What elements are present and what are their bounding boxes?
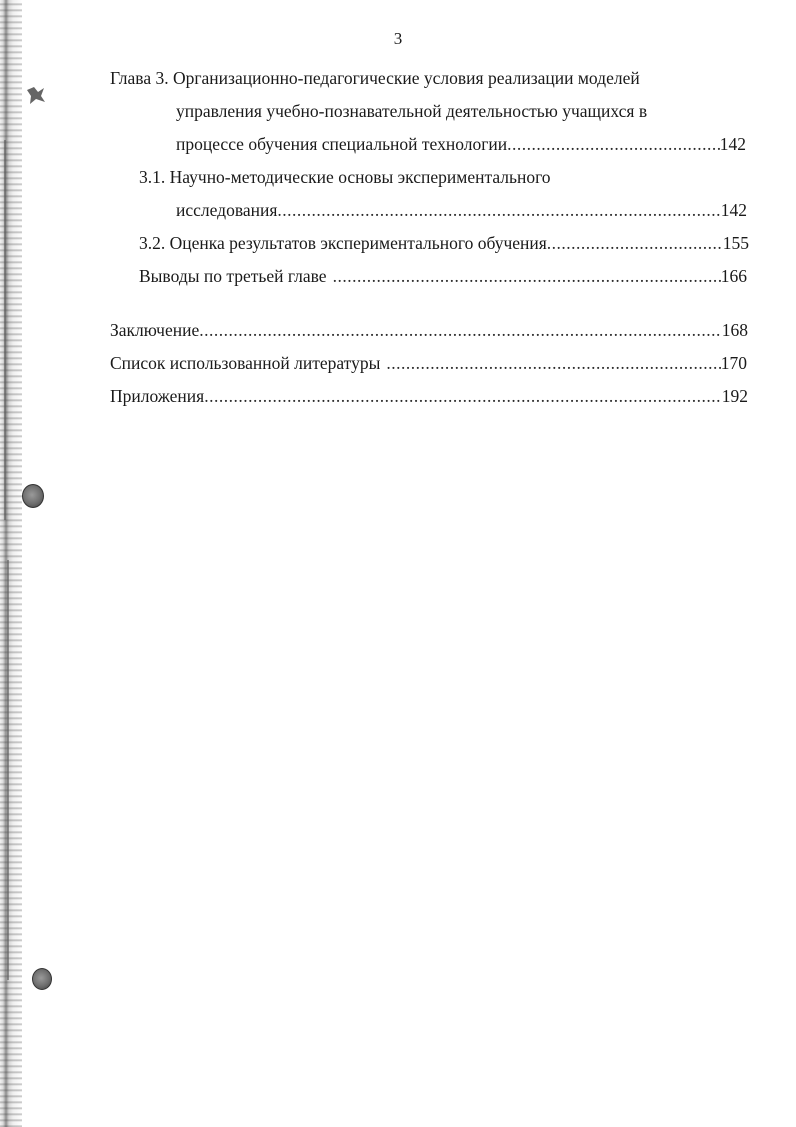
toc-conclusions3 (139, 264, 747, 288)
scan-smudge-mark (24, 84, 48, 106)
toc-conclusions3-title: Выводы по третьей главе (139, 266, 327, 286)
toc-chapter3-line2: управления учебно-познавательной деятельностью учащихся в (176, 101, 648, 121)
scan-edge-line (7, 560, 9, 980)
leader-dots (199, 318, 722, 342)
toc-references-page: 170 (720, 353, 747, 373)
leader-dots (547, 231, 723, 255)
toc-conclusions3-page: 166 (720, 266, 747, 286)
leader-dots (507, 132, 720, 156)
punch-hole-lower (32, 968, 52, 990)
leader-dots (327, 264, 721, 288)
toc-s31-page: 142 (720, 200, 747, 220)
toc-appendices-page: 192 (721, 386, 748, 406)
toc-conclusion (110, 318, 748, 342)
toc-conclusion-page: 168 (721, 320, 748, 340)
toc-s32 (139, 231, 749, 255)
toc-chapter3-page: 142 (719, 134, 746, 154)
toc-s31-line2 (176, 198, 747, 222)
toc-references (110, 351, 747, 375)
leader-dots (204, 384, 722, 408)
toc-appendices-title: Приложения (110, 386, 205, 406)
page-number: 3 (393, 29, 403, 48)
leader-dots (277, 198, 720, 222)
toc-references-title: Список использованной литературы (110, 353, 381, 373)
toc-s32-page: 155 (722, 233, 749, 253)
toc-chapter3-line3 (176, 132, 746, 156)
leader-dots (380, 351, 720, 375)
punch-hole-upper (22, 484, 44, 508)
toc-s31-line1: 3.1. Научно-методические основы экспериментального (139, 167, 551, 187)
toc-appendices (110, 384, 748, 408)
toc-conclusion-title: Заключение (110, 320, 200, 340)
toc-chapter3-line1: Глава 3. Организационно-педагогические условия реализации моделей (110, 68, 640, 88)
toc-chapter3-line3-title: процессе обучения специальной технологии (176, 134, 508, 154)
toc-s31-line2-title: исследования (176, 200, 278, 220)
toc-s32-title: 3.2. Оценка результатов экспериментального обучения (139, 233, 547, 253)
scan-edge-line (4, 140, 6, 520)
